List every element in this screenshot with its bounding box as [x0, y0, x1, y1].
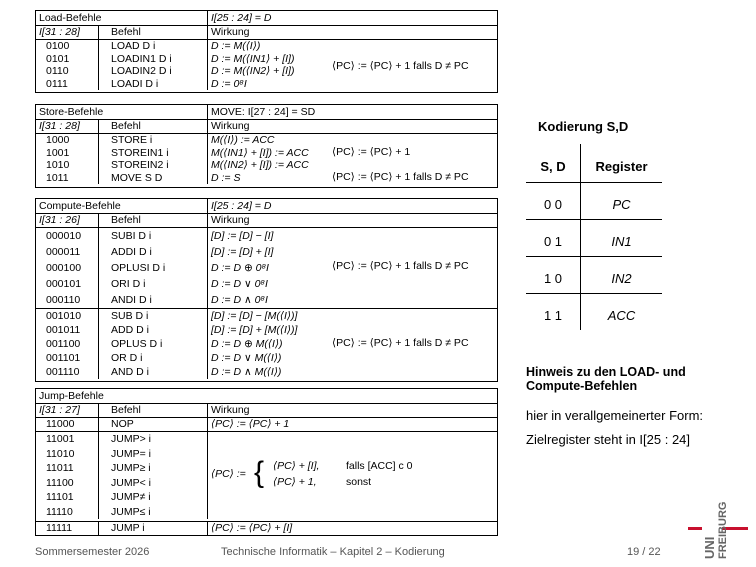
- compute-note-b: ⟨PC⟩ := ⟨PC⟩ + 1 falls D ≠ PC: [332, 337, 469, 349]
- table-cell: 001100: [46, 338, 81, 350]
- table-cell: D := 0⁸I: [207, 78, 497, 91]
- coding-title: Kodierung S,D: [538, 119, 629, 134]
- table-cell: D := D ∨ 0⁸I: [207, 276, 497, 292]
- table-cell: 001011: [46, 324, 81, 336]
- table-cell: ⟨PC⟩ := ⟨PC⟩ + [I]: [207, 522, 497, 535]
- table-cell: 11000: [46, 418, 75, 430]
- col-header-code: I[31 : 28]: [39, 26, 80, 38]
- col-header-effect: Wirkung: [207, 214, 497, 227]
- table-cell: JUMP= i: [98, 447, 207, 462]
- table-cell: PC: [580, 183, 662, 219]
- table-cell: SUBI D i: [98, 228, 207, 244]
- compute-note-a: ⟨PC⟩ := ⟨PC⟩ + 1 falls D ≠ PC: [332, 260, 469, 272]
- table-cell: D := D ∧ M(⟨I⟩): [207, 365, 497, 379]
- table-cell: 0100: [46, 40, 70, 52]
- table-cell: D := S: [207, 172, 497, 185]
- table-cell: JUMP≥ i: [98, 461, 207, 476]
- table-row: [526, 152, 662, 183]
- col-header-register: Register: [580, 144, 662, 182]
- table-cell: ANDI D i: [98, 292, 207, 308]
- col-header-code: I[31 : 28]: [39, 120, 80, 132]
- col-header-code: I[31 : 26]: [39, 214, 80, 226]
- table-cell: M(⟨IN1⟩ + [I]) := ACC: [207, 147, 497, 160]
- hint-title-line2: Compute-Befehlen: [526, 379, 638, 393]
- table-cell: 000011: [46, 246, 81, 258]
- table-cell: 001101: [46, 352, 81, 364]
- table-cell: JUMP> i: [98, 432, 207, 447]
- page-number: 19 / 22: [627, 546, 661, 558]
- table-cell: 1000: [46, 134, 70, 146]
- footer-semester: Sommersemester 2026: [35, 546, 150, 558]
- compute-table: [35, 198, 498, 382]
- table-cell: [D] := [D] − [M(⟨I⟩)]: [207, 309, 497, 323]
- table-row: [526, 220, 662, 257]
- footer-chapter: Technische Informatik – Kapitel 2 – Kodierung: [221, 546, 445, 558]
- jump-cond-lhs: ⟨PC⟩ :=: [211, 468, 246, 480]
- table-cell: LOADIN2 D i: [98, 65, 207, 78]
- table-cell: D := D ⊕ M(⟨I⟩): [207, 337, 497, 351]
- table-cell: ORI D i: [98, 276, 207, 292]
- hint-title: [526, 365, 686, 393]
- load-format: I[25 : 24] = D: [207, 11, 497, 25]
- table-row: [526, 183, 662, 220]
- table-cell: ADDI D i: [98, 244, 207, 260]
- hint-text-1: hier in verallgemeinerter Form:: [526, 408, 704, 423]
- table-cell: ACC: [580, 294, 662, 330]
- table-cell: 11100: [46, 476, 74, 489]
- jump-cond-2b: sonst: [346, 476, 372, 488]
- table-cell: M(⟨I⟩) := ACC: [207, 134, 497, 147]
- table-cell: M(⟨IN2⟩ + [I]) := ACC: [207, 159, 497, 172]
- col-header-effect: Wirkung: [207, 120, 497, 133]
- table-cell: 000100: [46, 262, 82, 274]
- logo-line1: UNI: [702, 536, 717, 559]
- table-cell: D := D ⊕ 0⁸I: [207, 260, 497, 276]
- table-cell: ⟨PC⟩ := ⟨PC⟩ + 1: [207, 418, 497, 431]
- table-cell: STOREIN1 i: [98, 147, 207, 160]
- university-logo: [688, 479, 748, 564]
- table-cell: IN1: [580, 220, 662, 256]
- table-cell: 000101: [46, 278, 82, 290]
- table-cell: 1011: [46, 171, 69, 184]
- table-cell: 11010: [46, 447, 75, 460]
- table-cell: 0 0: [543, 197, 563, 212]
- jump-title: Jump-Befehle: [39, 390, 104, 402]
- load-title: Load-Befehle: [39, 12, 102, 24]
- table-row: [526, 257, 662, 294]
- table-cell: D := M(⟨IN1⟩ + [I]): [207, 53, 497, 66]
- table-cell: LOADI D i: [98, 78, 207, 91]
- col-header-cmd: Befehl: [98, 214, 207, 227]
- table-cell: LOADIN1 D i: [98, 53, 207, 66]
- store-note-1: ⟨PC⟩ := ⟨PC⟩ + 1: [332, 146, 411, 158]
- table-cell: 11110: [46, 505, 73, 518]
- table-cell: 0101: [46, 52, 70, 65]
- table-cell: NOP: [98, 418, 207, 431]
- col-header-code: I[31 : 27]: [39, 404, 80, 416]
- table-cell: 1 0: [543, 271, 563, 286]
- table-cell: 11111: [46, 522, 73, 534]
- col-header-cmd: Befehl: [98, 404, 207, 417]
- table-cell: [D] := [D] + [I]: [207, 244, 497, 260]
- table-row: [526, 294, 662, 330]
- jump-cond-2: ⟨PC⟩ + 1,: [273, 476, 317, 488]
- col-header-sd: S, D: [540, 159, 566, 174]
- col-header-effect: Wirkung: [207, 26, 497, 39]
- jump-cond-1b: falls [ACC] c 0: [346, 460, 413, 472]
- table-cell: OR D i: [98, 351, 207, 365]
- table-cell: 1001: [46, 146, 70, 159]
- col-header-cmd: Befehl: [98, 26, 207, 39]
- store-title: Store-Befehle: [39, 106, 104, 118]
- table-cell: IN2: [580, 257, 662, 293]
- logo-line2: FREIBURG: [717, 501, 729, 559]
- table-cell: OPLUSI D i: [98, 260, 207, 276]
- table-cell: 1 1: [543, 308, 563, 323]
- table-cell: AND D i: [98, 365, 207, 379]
- table-cell: SUB D i: [98, 309, 207, 323]
- table-cell: ADD D i: [98, 323, 207, 337]
- table-cell: JUMP≤ i: [98, 505, 207, 520]
- store-format: MOVE: I[27 : 24] = SD: [207, 105, 497, 119]
- table-cell: 0 1: [543, 234, 563, 249]
- table-cell: JUMP i: [98, 522, 207, 535]
- compute-format: I[25 : 24] = D: [207, 199, 497, 213]
- table-cell: LOAD D i: [98, 40, 207, 53]
- table-cell: STORE i: [98, 134, 207, 147]
- jump-cond-1: ⟨PC⟩ + [I],: [273, 460, 320, 472]
- compute-title: Compute-Befehle: [39, 200, 121, 212]
- table-cell: OPLUS D i: [98, 337, 207, 351]
- hint-title-line1: Hinweis zu den LOAD- und: [526, 365, 686, 379]
- table-cell: STOREIN2 i: [98, 159, 207, 172]
- table-cell: 000110: [46, 294, 81, 306]
- table-cell: 11001: [46, 433, 75, 445]
- store-note-2: ⟨PC⟩ := ⟨PC⟩ + 1 falls D ≠ PC: [332, 171, 469, 183]
- table-cell: [D] := [D] + [M(⟨I⟩)]: [207, 323, 497, 337]
- table-cell: 0110: [46, 65, 69, 77]
- table-cell: MOVE S D: [98, 172, 207, 185]
- table-cell: [D] := [D] − [I]: [207, 228, 497, 244]
- brace-icon: {: [254, 456, 265, 489]
- table-cell: 11101: [46, 491, 74, 503]
- load-note: ⟨PC⟩ := ⟨PC⟩ + 1 falls D ≠ PC: [332, 60, 469, 72]
- col-header-effect: Wirkung: [207, 404, 497, 417]
- store-table: [35, 104, 498, 188]
- table-cell: JUMP≠ i: [98, 490, 207, 505]
- table-cell: D := D ∨ M(⟨I⟩): [207, 351, 497, 365]
- hint-text-2: Zielregister steht in I[25 : 24]: [526, 432, 691, 447]
- table-cell: D := M(⟨I⟩): [207, 40, 497, 53]
- table-cell: 11011: [46, 462, 74, 474]
- table-cell: D := D ∧ 0⁸I: [207, 292, 497, 308]
- table-cell: 0111: [46, 77, 68, 90]
- table-cell: D := M(⟨IN2⟩ + [I]): [207, 65, 497, 78]
- col-header-cmd: Befehl: [98, 120, 207, 133]
- jump-table: [35, 388, 498, 536]
- load-table: [35, 10, 498, 93]
- table-cell: 1010: [46, 159, 70, 171]
- table-cell: 001010: [46, 310, 82, 322]
- table-cell: 001110: [46, 366, 80, 378]
- table-cell: JUMP< i: [98, 476, 207, 491]
- table-cell: 000010: [46, 230, 82, 242]
